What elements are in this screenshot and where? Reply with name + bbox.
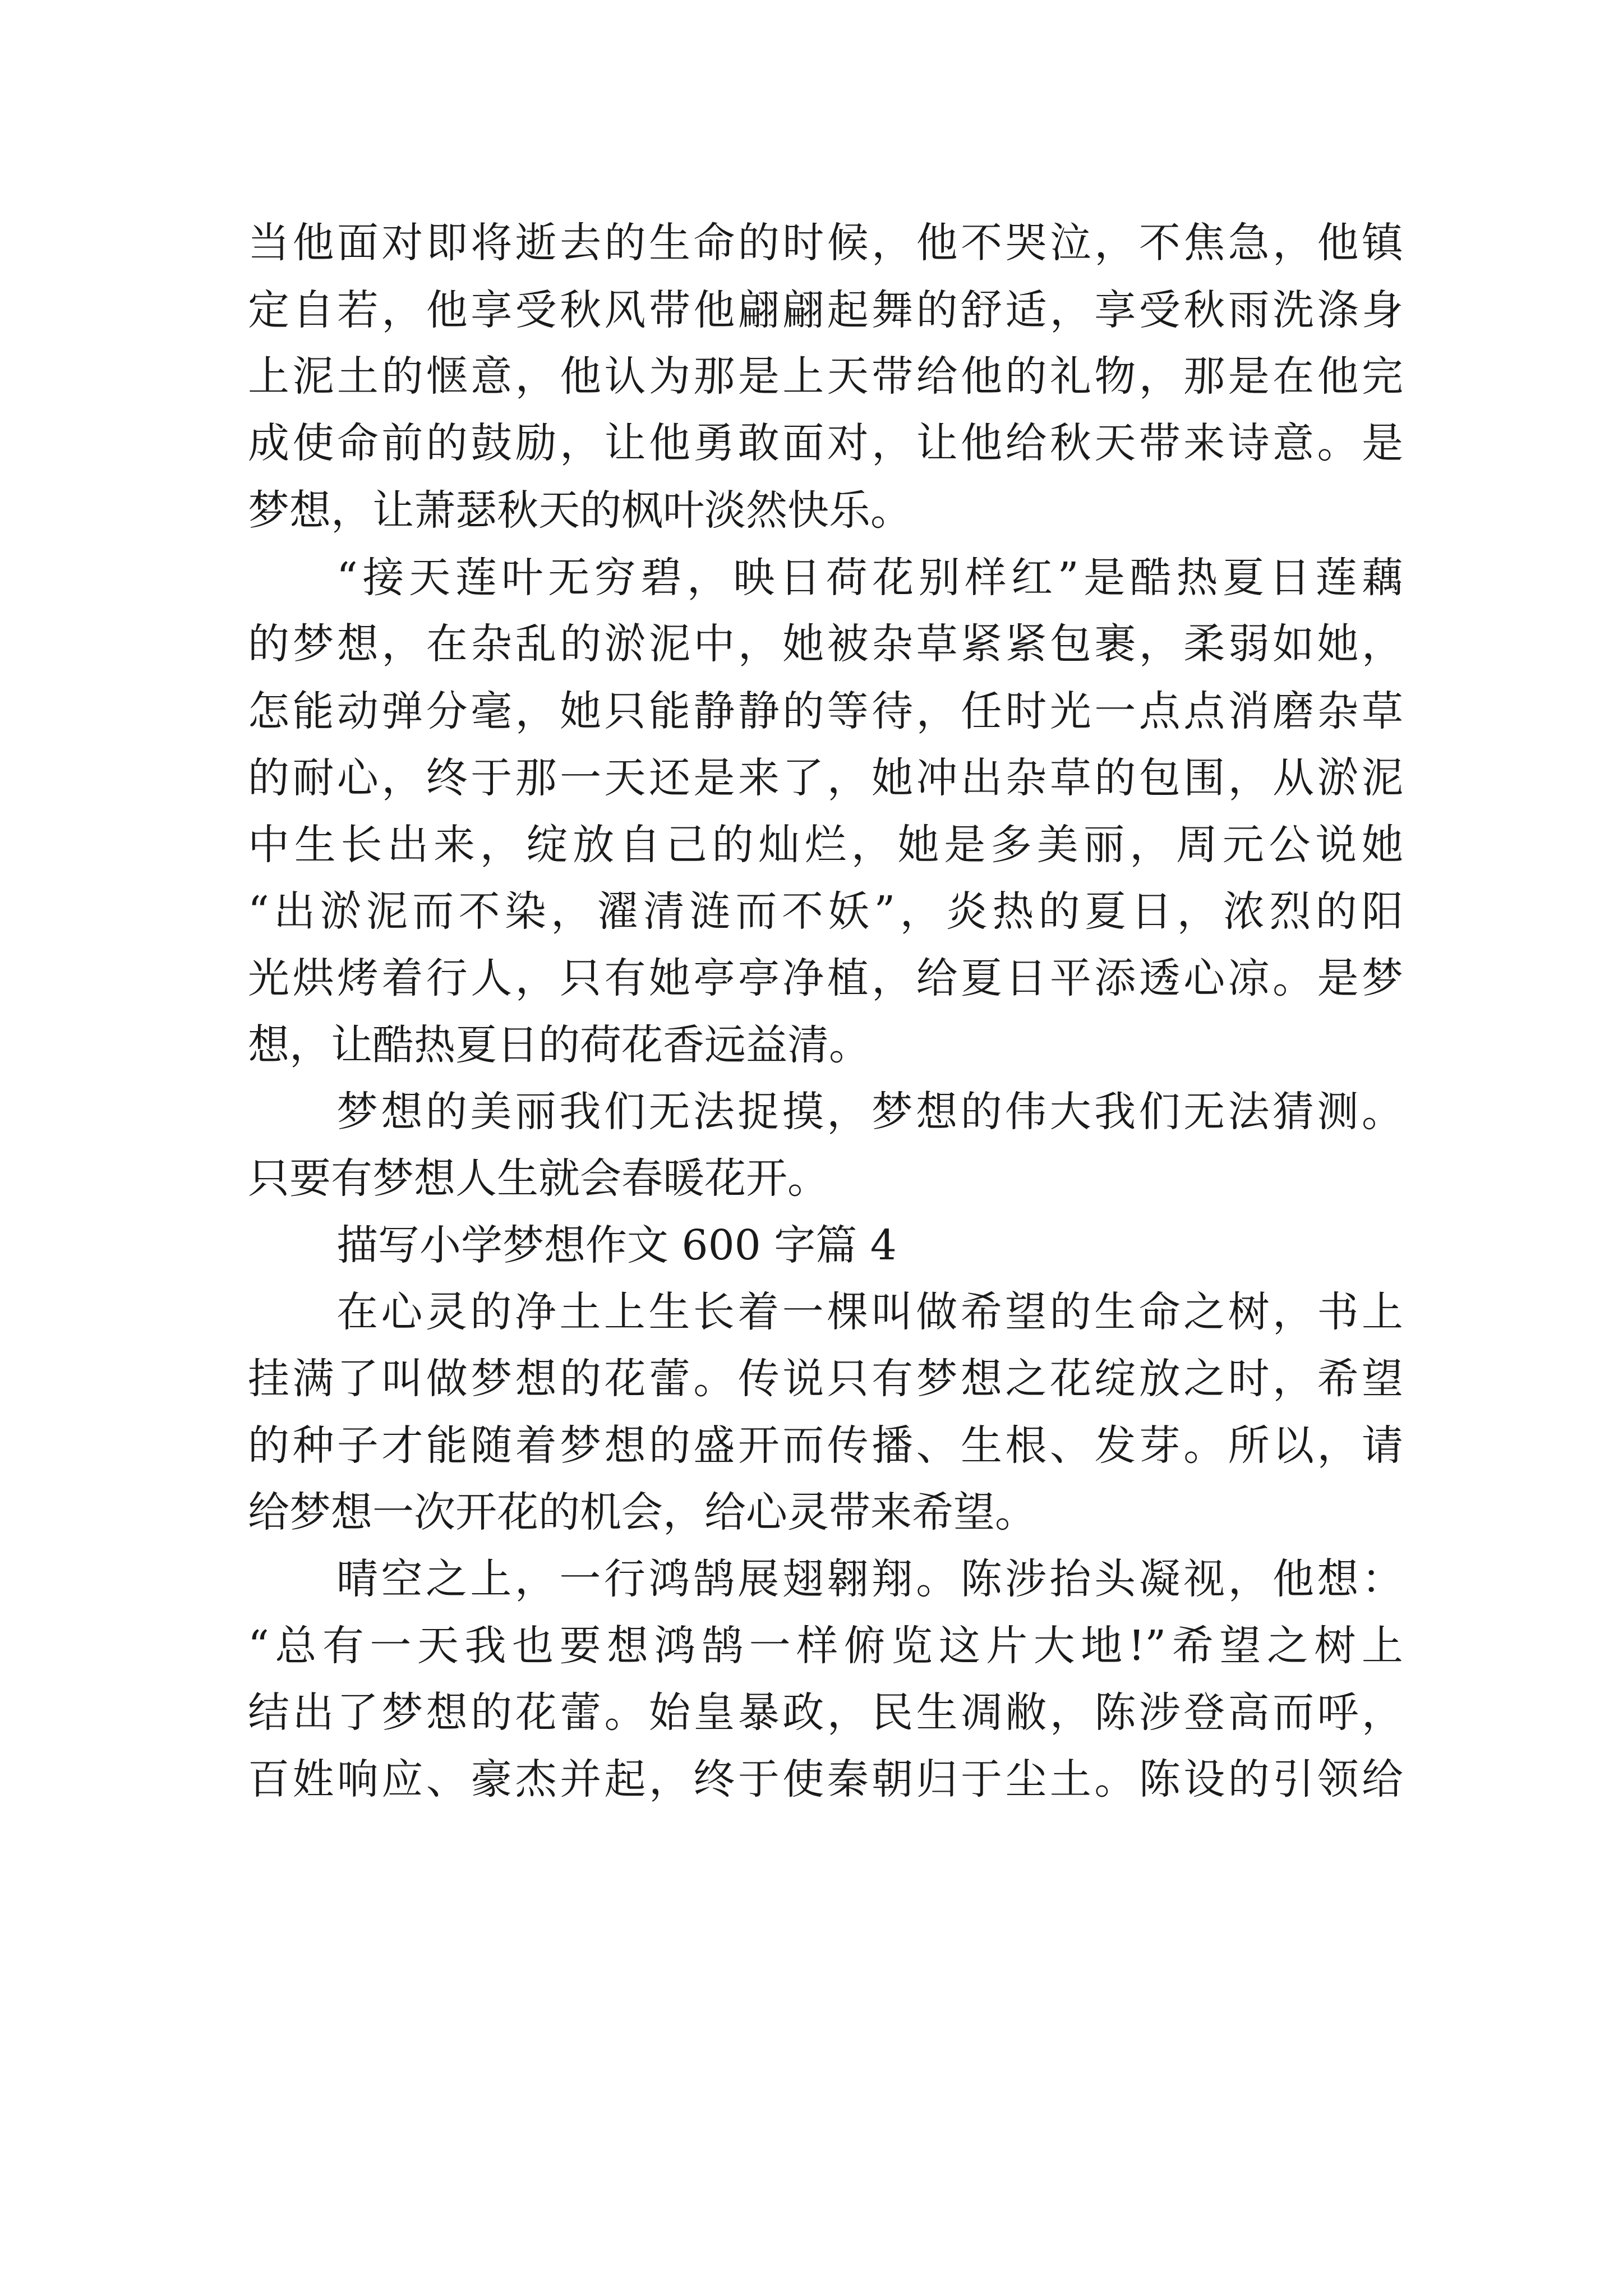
text-line-11: “出淤泥而不染，濯清涟而不妖”，炎热的夏日，浓烈的阳 [248,887,1403,936]
text-line-12: 光烘烤着行人，只有她亭亭净植，给夏日平添透心凉。是梦 [248,954,1403,1002]
text-line-8: 怎能动弹分毫，她只能静静的等待，任时光一点点消磨杂草 [248,687,1403,735]
text-line-1: 当他面对即将逝去的生命的时候，他不哭泣，不焦急，他镇 [248,219,1403,267]
text-line-19: 的种子才能随着梦想的盛开而传播、生根、发芽。所以，请 [248,1421,1403,1470]
text-line-23: 结出了梦想的花蕾。始皇暴政，民生凋敝，陈涉登高而呼， [248,1688,1403,1737]
text-line-13: 想，让酷热夏日的荷花香远益清。 [248,1021,870,1069]
text-line-18: 挂满了叫做梦想的花蕾。传说只有梦想之花绽放之时，希望 [248,1355,1403,1403]
text-line-20: 给梦想一次开花的机会，给心灵带来希望。 [248,1488,1036,1536]
text-line-4: 成使命前的鼓励，让他勇敢面对，让他给秋天带来诗意。是 [248,419,1403,467]
text-line-5: 梦想，让萧瑟秋天的枫叶淡然快乐。 [248,486,912,535]
text-line-6: “接天莲叶无穷碧，映日荷花别样红”是酷热夏日莲藕 [336,554,1403,602]
text-line-10: 中生长出来，绽放自己的灿烂，她是多美丽，周元公说她 [248,821,1403,869]
text-line-21: 晴空之上，一行鸿鹄展翅翱翔。陈涉抬头凝视，他想： [336,1555,1403,1603]
text-line-17: 在心灵的净土上生长着一棵叫做希望的生命之树，书上 [336,1288,1403,1336]
text-line-15: 只要有梦想人生就会春暖花开。 [248,1154,829,1203]
text-line-22: “总有一天我也要想鸿鹄一样俯览这片大地!”希望之树上 [248,1622,1403,1670]
section-heading: 描写小学梦想作文 600 字篇 4 [336,1221,897,1269]
text-line-24: 百姓响应、豪杰并起，终于使秦朝归于尘土。陈设的引领给 [248,1755,1403,1803]
text-line-7: 的梦想，在杂乱的淤泥中，她被杂草紧紧包裹，柔弱如她， [248,620,1403,668]
text-line-3: 上泥土的惬意，他认为那是上天带给他的礼物，那是在他完 [248,352,1403,401]
text-line-2: 定自若，他享受秋风带他翩翩起舞的舒适，享受秋雨洗涤身 [248,286,1403,334]
text-line-9: 的耐心，终于那一天还是来了，她冲出杂草的包围，从淤泥 [248,754,1403,802]
text-line-14: 梦想的美丽我们无法捉摸，梦想的伟大我们无法猜测。 [336,1088,1403,1136]
